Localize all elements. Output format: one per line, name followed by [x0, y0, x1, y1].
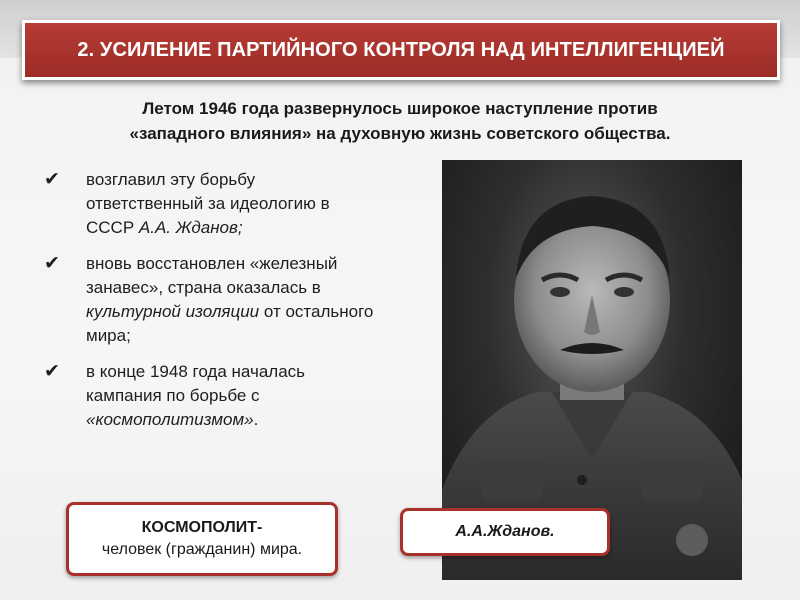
- slide-title: 2. УСИЛЕНИЕ ПАРТИЙНОГО КОНТРОЛЯ НАД ИНТЕЛЛИГЕНЦИЕЙ: [77, 38, 725, 61]
- bullet-italic: А.А. Жданов;: [138, 218, 243, 237]
- definition-term: КОСМОПОЛИТ-: [141, 519, 263, 536]
- checkmark-icon: ✔: [44, 169, 60, 190]
- bullet-italic: «космополитизмом»: [86, 410, 254, 429]
- portrait-caption: [400, 508, 610, 556]
- intro-text: [60, 96, 740, 146]
- definition-box: [66, 502, 338, 576]
- bullet-list: [44, 168, 374, 444]
- checkmark-icon: ✔: [44, 361, 60, 382]
- bullet-text: возглавил эту борьбу ответственный за идеологию в СССР: [86, 170, 330, 237]
- bullet-item: [44, 168, 374, 240]
- intro-line-1: Летом 1946 года развернулось широкое наступление против: [142, 99, 658, 118]
- bullet-text: в конце 1948 года началась кампания по борьбе с: [86, 362, 306, 405]
- bullet-text: вновь восстановлен «железный занавес», страна оказалась в: [86, 254, 338, 297]
- bullet-italic: культурной изоляции: [86, 302, 260, 321]
- checkmark-icon: ✔: [44, 253, 60, 274]
- bullet-item: [44, 360, 374, 432]
- bullet-text-end: от остального мира;: [86, 302, 374, 345]
- title-bar: [22, 20, 780, 80]
- bullet-text-end: .: [253, 410, 259, 429]
- caption-text: А.А.Жданов.: [455, 523, 555, 540]
- definition-text: человек (гражданин) мира.: [101, 541, 303, 558]
- bullet-item: [44, 252, 374, 348]
- intro-line-2: «западного влияния» на духовную жизнь советского общества.: [129, 124, 671, 143]
